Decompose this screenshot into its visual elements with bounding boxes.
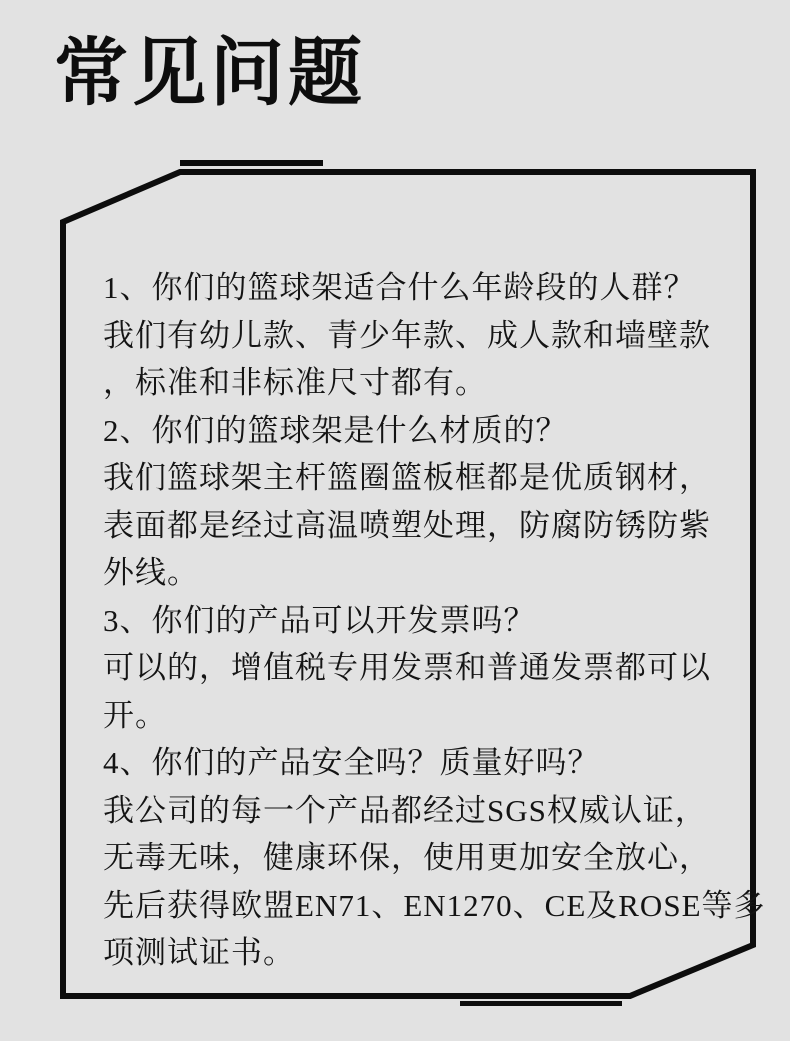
page-title: 常见问题 bbox=[54, 33, 366, 115]
faq-line-answer-2a: 我们篮球架主杆篮圈篮板框都是优质钢材， bbox=[103, 460, 711, 495]
faq-text-block bbox=[103, 264, 766, 977]
top-accent-line bbox=[180, 160, 323, 166]
faq-line-answer-1b: ，标准和非标准尺寸都有。 bbox=[103, 365, 487, 400]
faq-line-answer-1a: 我们有幼儿款、青少年款、成人款和墙壁款 bbox=[103, 317, 711, 353]
faq-line-question-1: 1、你们的篮球架适合什么年龄段的人群？ bbox=[103, 270, 696, 305]
bottom-accent-line bbox=[460, 1001, 622, 1006]
faq-line-question-4: 4、你们的产品安全吗？质量好吗？ bbox=[103, 745, 600, 780]
faq-line-answer-3b: 开。 bbox=[103, 697, 167, 733]
faq-line-answer-2c: 外线。 bbox=[103, 555, 199, 590]
faq-line-answer-4d: 项测试证书。 bbox=[103, 935, 295, 970]
faq-line-answer-2b: 表面都是经过高温喷塑处理，防腐防锈防紫 bbox=[103, 507, 711, 543]
faq-line-answer-4c: 先后获得欧盟EN71、EN1270、CE及ROSE等多 bbox=[103, 887, 766, 923]
faq-line-question-3: 3、你们的产品可以开发票吗？ bbox=[103, 602, 536, 638]
faq-line-question-2: 2、你们的篮球架是什么材质的？ bbox=[103, 412, 568, 448]
faq-line-answer-4a: 我公司的每一个产品都经过SGS权威认证， bbox=[103, 792, 707, 828]
faq-line-answer-3a: 可以的，增值税专用发票和普通发票都可以 bbox=[103, 650, 711, 685]
faq-line-answer-4b: 无毒无味，健康环保，使用更加安全放心， bbox=[103, 840, 711, 875]
